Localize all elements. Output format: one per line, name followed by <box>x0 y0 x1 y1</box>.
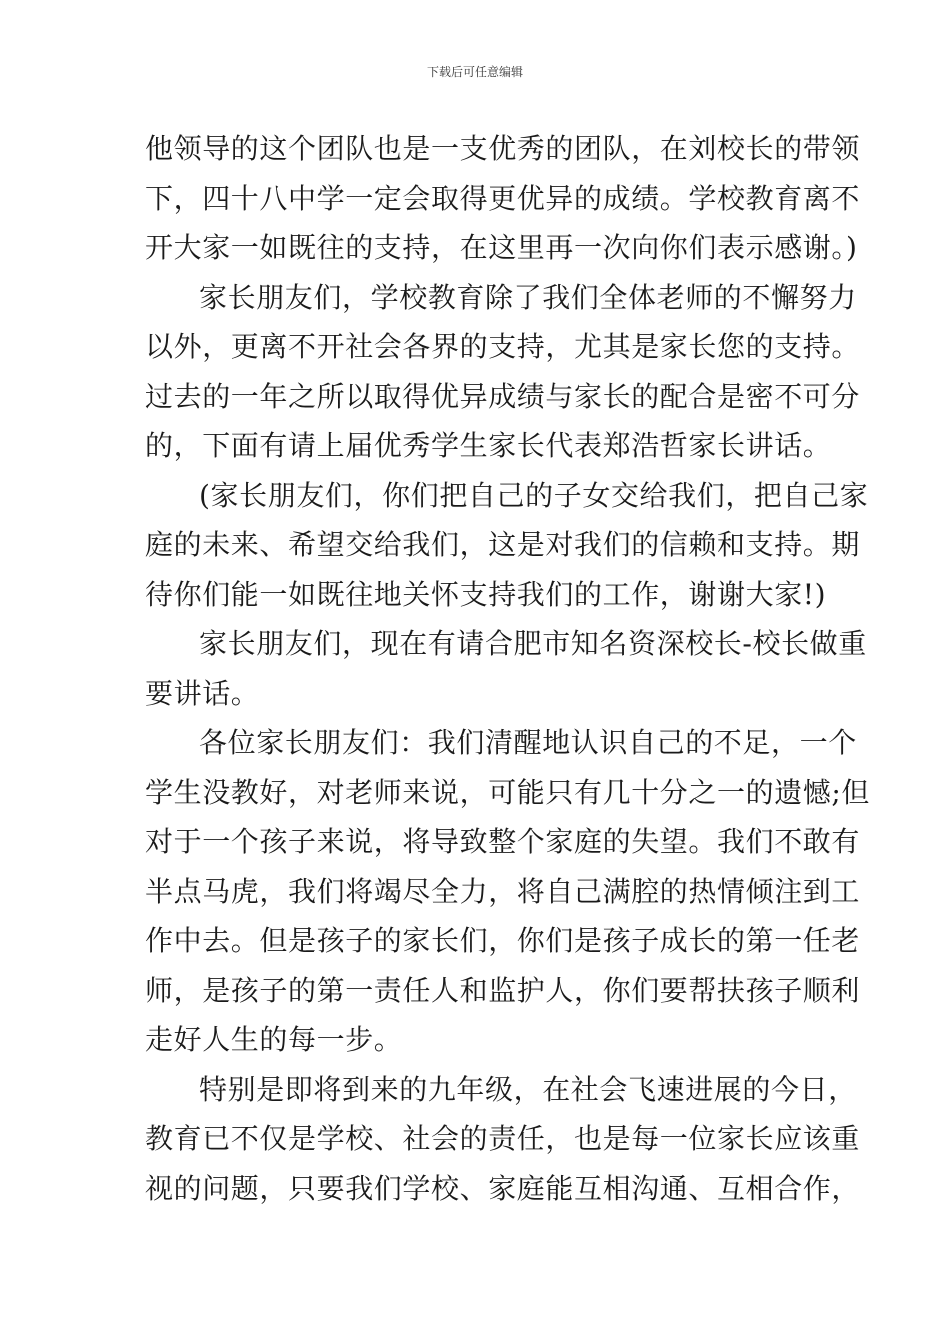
text-line: 对于一个孩子来说，将导致整个家庭的失望。我们不敢有 <box>145 825 861 858</box>
text-line: 开大家一如既往的支持，在这里再一次向你们表示感谢。) <box>145 231 858 264</box>
text-line: 家长朋友们，学校教育除了我们全体老师的不懈努力 <box>199 280 857 314</box>
paragraph-continuation <box>145 124 861 273</box>
paragraph <box>145 471 869 620</box>
text-line: 下，四十八中学一定会取得更优异的成绩。学校教育离不 <box>145 181 861 215</box>
paragraph <box>145 273 861 471</box>
page-header: 下载后可任意编辑 <box>426 65 523 79</box>
document-body <box>145 124 871 1213</box>
text-line: 作中去。但是孩子的家长们，你们是孩子成长的第一任老 <box>145 924 861 957</box>
text-line: 庭的未来、希望交给我们，这是对我们的信赖和支持。期 <box>145 528 861 561</box>
text-line: 师，是孩子的第一责任人和监护人，你们要帮扶孩子顺利 <box>145 973 861 1007</box>
text-line: 走好人生的每一步。 <box>145 1023 403 1056</box>
text-line: 家长朋友们，现在有请合肥市知名资深校长-校长做重 <box>199 627 867 660</box>
text-line: 的，下面有请上届优秀学生家长代表郑浩哲家长讲话。 <box>145 429 832 462</box>
text-line: 教育已不仅是学校、社会的责任，也是每一位家长应该重 <box>145 1122 861 1155</box>
text-line: 待你们能一如既往地关怀支持我们的工作，谢谢大家!) <box>145 577 827 611</box>
text-line: 他领导的这个团队也是一支优秀的团队，在刘校长的带领 <box>145 132 861 165</box>
text-line: 各位家长朋友们：我们清醒地认识自己的不足，一个 <box>199 726 857 759</box>
paragraph <box>145 619 867 718</box>
text-line: (家长朋友们，你们把自己的子女交给我们，把自己家 <box>199 478 869 512</box>
text-line: 视的问题，只要我们学校、家庭能互相沟通、互相合作， <box>145 1171 861 1205</box>
text-line: 要讲话。 <box>145 676 260 710</box>
text-line: 以外，更离不开社会各界的支持，尤其是家长您的支持。 <box>145 330 861 363</box>
paragraph <box>145 1065 861 1214</box>
paragraph <box>145 718 871 1065</box>
text-line: 半点马虎，我们将竭尽全力，将自己满腔的热情倾注到工 <box>145 874 861 908</box>
text-line: 过去的一年之所以取得优异成绩与家长的配合是密不可分 <box>145 379 861 413</box>
text-line: 学生没教好，对老师来说，可能只有几十分之一的遗憾;但 <box>145 775 871 809</box>
text-line: 特别是即将到来的九年级，在社会飞速进展的今日， <box>199 1072 857 1106</box>
